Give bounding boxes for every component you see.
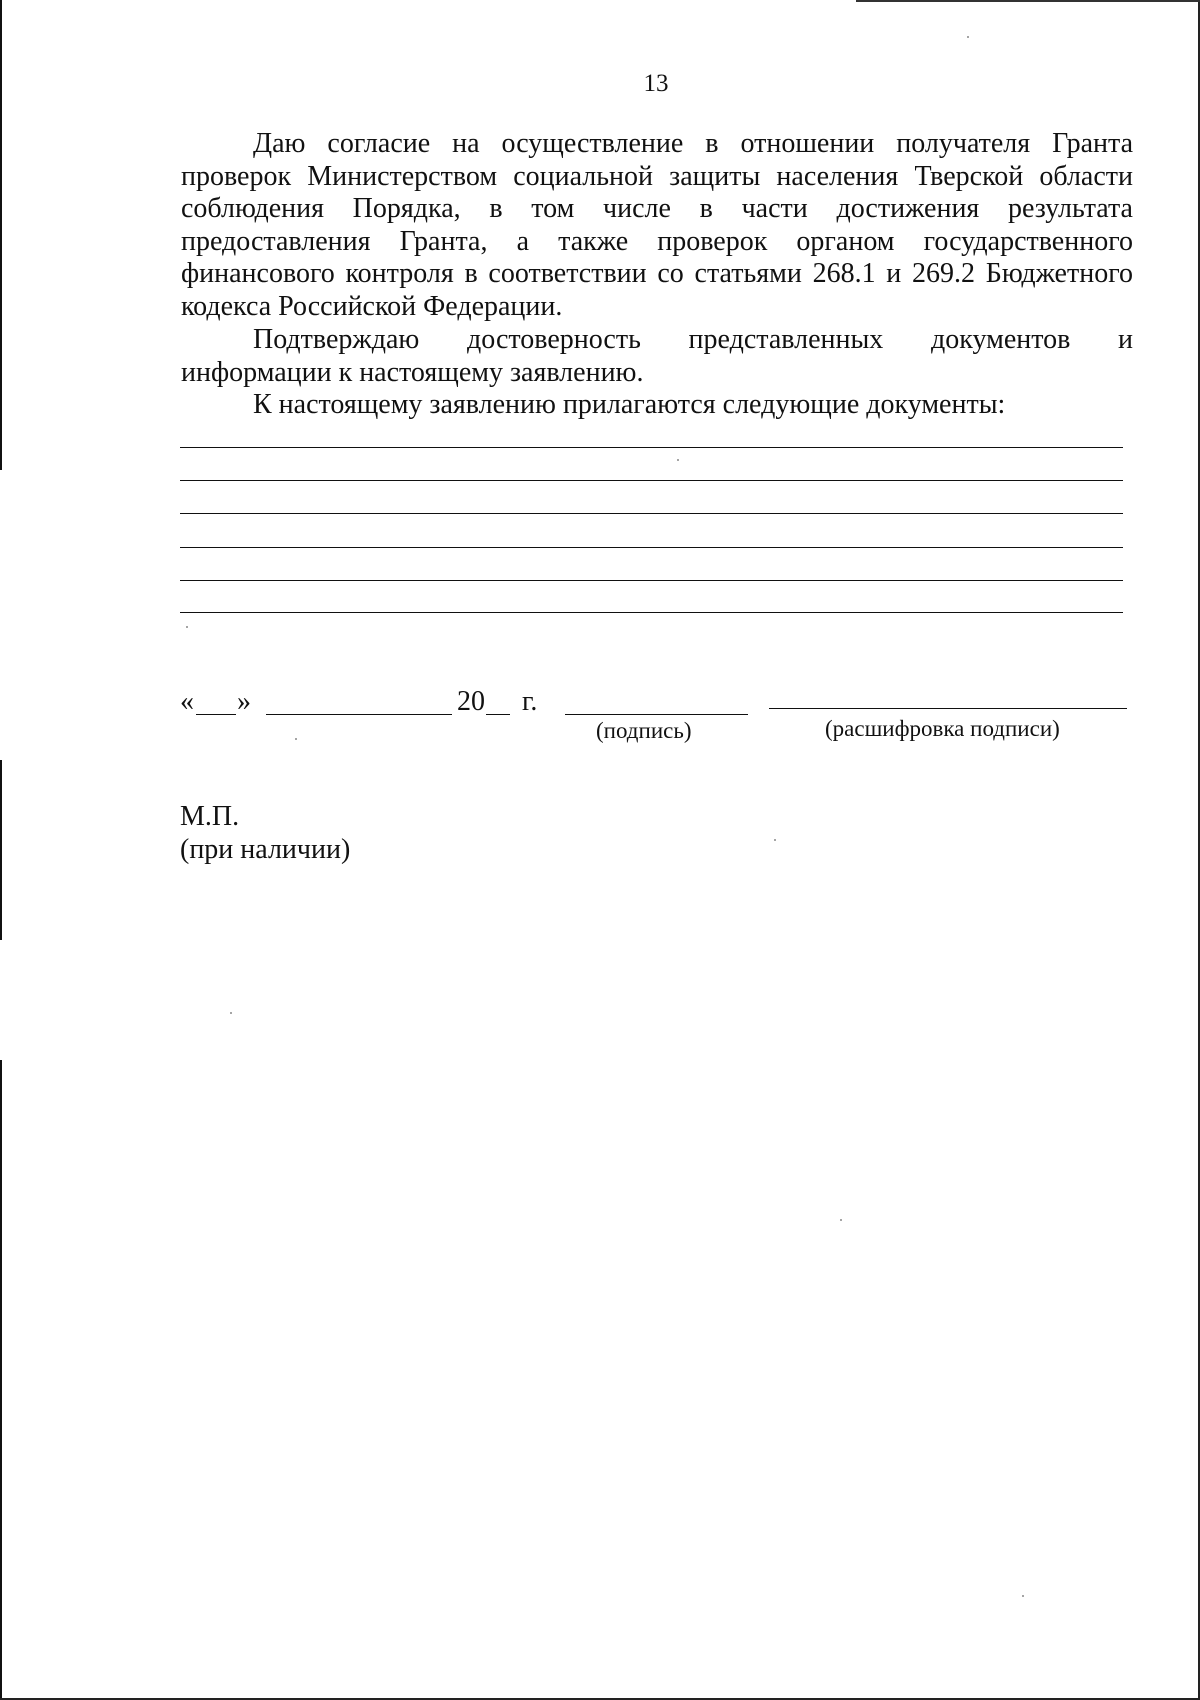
scan-speck — [230, 1012, 232, 1014]
confirmation-line-1: Подтверждаю достоверность представленных документов и — [253, 324, 1133, 355]
confirmation-paragraph — [181, 324, 1133, 389]
scan-speck — [774, 839, 776, 841]
consent-paragraph — [181, 128, 1133, 323]
attachment-blank-line — [180, 612, 1123, 613]
attachments-paragraph — [181, 389, 1133, 422]
stamp-note: (при наличии) — [180, 834, 351, 865]
confirmation-line-2: информации к настоящему заявлению. — [181, 356, 644, 388]
signature-blank — [565, 714, 748, 715]
page-number: 13 — [643, 70, 669, 97]
consent-text: Даю согласие на осуществление в отношении получателя Гранта проверок Министерством социальной защиты населения Тверской области соблюдения Порядка, в том числе в части достижения результата предоставления Гранта, а также проверок органом государственного финансового контроля в соответствии со статьями 268.1 и 269.2 Бюджетного кодекса Российской Федерации. — [181, 128, 1133, 322]
scan-speck — [186, 626, 188, 628]
scan-speck — [1022, 1595, 1024, 1597]
date-close-quote: » — [237, 686, 251, 717]
attachment-blank-line — [180, 447, 1123, 448]
scan-edge-gap — [0, 470, 3, 760]
attachment-blank-line — [180, 480, 1123, 481]
scan-speck — [967, 36, 969, 38]
date-open-quote: « — [180, 686, 194, 717]
stamp-label: М.П. — [180, 801, 240, 832]
scan-speck — [677, 459, 679, 461]
date-day-blank — [196, 714, 236, 715]
scan-top-line — [856, 0, 1200, 2]
date-year-suffix: г. — [522, 686, 538, 717]
date-year-blank — [486, 714, 510, 715]
attachment-blank-line — [180, 547, 1123, 548]
signature-caption: (подпись) — [596, 718, 692, 743]
scan-edge-gap — [0, 940, 3, 1060]
name-decode-blank — [769, 708, 1127, 709]
date-year-prefix: 20 — [457, 686, 485, 717]
scan-edge-left — [0, 0, 2, 1700]
attachments-intro: К настоящему заявлению прилагаются следующие документы: — [253, 389, 1006, 420]
attachment-blank-line — [180, 580, 1123, 581]
name-decode-caption: (расшифровка подписи) — [825, 716, 1060, 741]
attachment-blank-line — [180, 513, 1123, 514]
scan-speck — [295, 738, 297, 740]
scan-speck — [840, 1219, 842, 1221]
date-month-blank — [266, 714, 452, 715]
